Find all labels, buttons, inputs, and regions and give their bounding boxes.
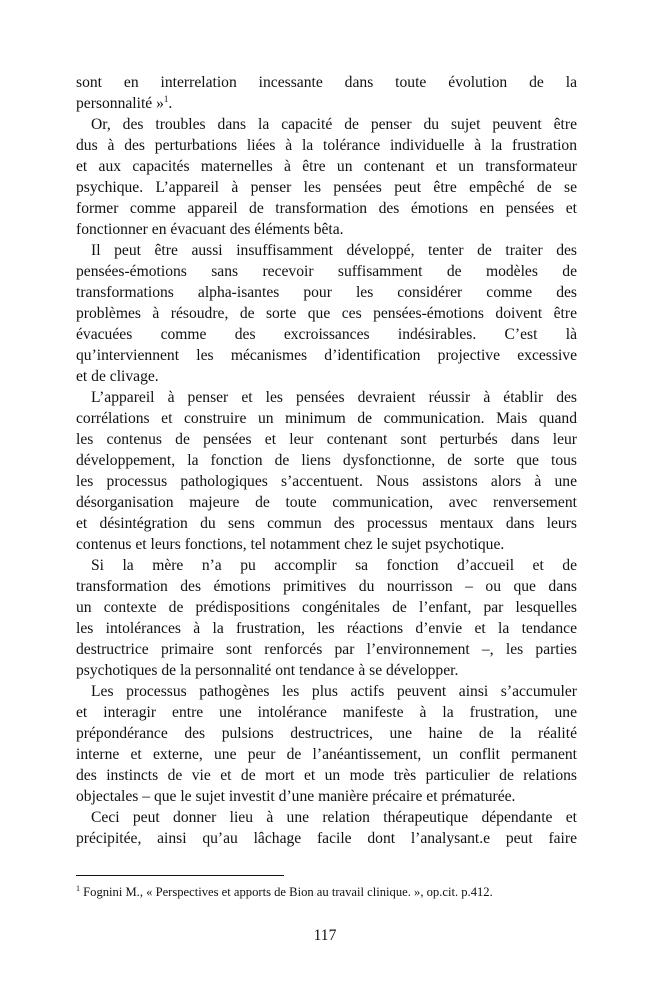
text-line-content: prépondérance des pulsions destructrices, une haine de la réalité <box>76 725 577 742</box>
text-line <box>76 828 577 849</box>
text-line <box>76 93 577 114</box>
text-line <box>76 72 577 93</box>
text-line <box>76 555 577 576</box>
text-line-content: un contexte de prédispositions congénitales de l’enfant, par lesquelles <box>76 599 577 616</box>
text-line-content: fonctionner en évacuant des éléments bêta. <box>76 221 344 238</box>
text-line-content: corrélations et construire un minimum de communication. Mais quand <box>76 410 577 427</box>
text-line <box>76 681 577 702</box>
text-line-content: pensées-émotions sans recevoir suffisamment de modèles de <box>76 263 577 280</box>
text-line-content: et de clivage. <box>76 368 159 385</box>
text-line-content: les processus pathologiques s’accentuent. Nous assistons alors à une <box>76 473 577 490</box>
text-line <box>76 576 577 597</box>
footnote <box>76 884 596 900</box>
text-line-content: personnalité » <box>76 95 164 112</box>
text-line-content: destructrice primaire sont renforcés par l’environnement –, les parties <box>76 641 577 658</box>
text-line <box>76 786 577 807</box>
text-line <box>76 765 577 786</box>
text-line <box>76 387 577 408</box>
footnote-text: Fognini M., « Perspectives et apports de Bion au travail clinique. », op.cit. p.412. <box>80 885 493 899</box>
text-line <box>76 366 577 387</box>
footnote-divider <box>76 875 284 876</box>
text-line-content: interne et externe, une peur de l’anéantissement, un conflit permanent <box>76 746 577 763</box>
text-line-content: contenus et leurs fonctions, tel notamment chez le sujet psychotique. <box>76 536 505 553</box>
text-line <box>76 450 577 471</box>
text-line-content: Or, des troubles dans la capacité de penser du sujet peuvent être <box>91 116 577 133</box>
text-line-content: qu’interviennent les mécanismes d’identification projective excessive <box>76 347 577 364</box>
text-line <box>76 534 577 555</box>
text-line <box>76 492 577 513</box>
text-line-content: dus à des perturbations liées à la tolérance individuelle à la frustration <box>76 137 577 154</box>
text-line <box>76 723 577 744</box>
text-line <box>76 639 577 660</box>
text-line-content: et aux capacités maternelles à être un contenant et un transformateur <box>76 158 577 175</box>
text-line <box>76 471 577 492</box>
text-line <box>76 429 577 450</box>
text-line <box>76 240 577 261</box>
body-text <box>76 72 577 849</box>
text-line-content: problèmes à résoudre, de sorte que ces pensées-émotions doivent être <box>76 305 577 322</box>
footnote-marker: 1 <box>76 883 80 893</box>
text-line <box>76 303 577 324</box>
text-line-content: Il peut être aussi insuffisamment développé, tenter de traiter des <box>91 242 577 259</box>
text-line-content: Si la mère n’a pu accomplir sa fonction d’accueil et de <box>91 557 577 574</box>
text-line-content: développement, la fonction de liens dysfonctionne, de sorte que tous <box>76 452 577 469</box>
page-number: 117 <box>313 927 337 944</box>
text-line <box>76 345 577 366</box>
text-line-content: et interagir entre une intolérance manifeste à la frustration, une <box>76 704 577 721</box>
text-line-content: transformations alpha-isantes pour les considérer comme des <box>76 284 577 301</box>
text-line-content: des instincts de vie et de mort et un mode très particulier de relations <box>76 767 577 784</box>
text-line <box>76 744 577 765</box>
text-line-content: Ceci peut donner lieu à une relation thérapeutique dépendante et <box>91 809 577 826</box>
text-line-content: désorganisation majeure de toute communication, avec renversement <box>76 494 577 511</box>
text-line <box>76 282 577 303</box>
text-line <box>76 114 577 135</box>
text-line-content: Les processus pathogènes les plus actifs peuvent ainsi s’accumuler <box>91 683 577 700</box>
text-line <box>76 177 577 198</box>
text-line-content: les contenus de pensées et leur contenant sont perturbés dans leur <box>76 431 577 448</box>
text-line-trailing: . <box>168 95 173 112</box>
text-line-content: transformation des émotions primitives du nourrisson – ou que dans <box>76 578 577 595</box>
text-line <box>76 618 577 639</box>
text-line <box>76 156 577 177</box>
text-line <box>76 807 577 828</box>
text-line-content: former comme appareil de transformation des émotions en pensées et <box>76 200 577 217</box>
text-line <box>76 135 577 156</box>
text-line <box>76 513 577 534</box>
text-line-content: L’appareil à penser et les pensées devraient réussir à établir des <box>91 389 577 406</box>
text-line <box>76 597 577 618</box>
text-line <box>76 408 577 429</box>
text-line <box>76 702 577 723</box>
text-line <box>76 660 577 681</box>
text-line <box>76 198 577 219</box>
text-line-content: sont en interrelation incessante dans toute évolution de la <box>76 74 577 91</box>
text-line-content: et désintégration du sens commun des processus mentaux dans leurs <box>76 515 577 532</box>
text-line <box>76 324 577 345</box>
text-line-content: évacuées comme des excroissances indésirables. C’est là <box>76 326 577 343</box>
text-line-content: les intolérances à la frustration, les réactions d’envie et la tendance <box>76 620 577 637</box>
text-line <box>76 219 577 240</box>
text-line-content: psychotiques de la personnalité ont tendance à se développer. <box>76 662 459 679</box>
text-line-content: psychique. L’appareil à penser les pensées peut être empêché de se <box>76 179 577 196</box>
text-line-content: objectales – que le sujet investit d’une manière précaire et prématurée. <box>76 788 516 805</box>
text-line-content: précipitée, ainsi qu’au lâchage facile dont l’analysant.e peut faire <box>76 830 577 847</box>
footnote-reference: 1 <box>163 93 169 104</box>
text-line <box>76 261 577 282</box>
